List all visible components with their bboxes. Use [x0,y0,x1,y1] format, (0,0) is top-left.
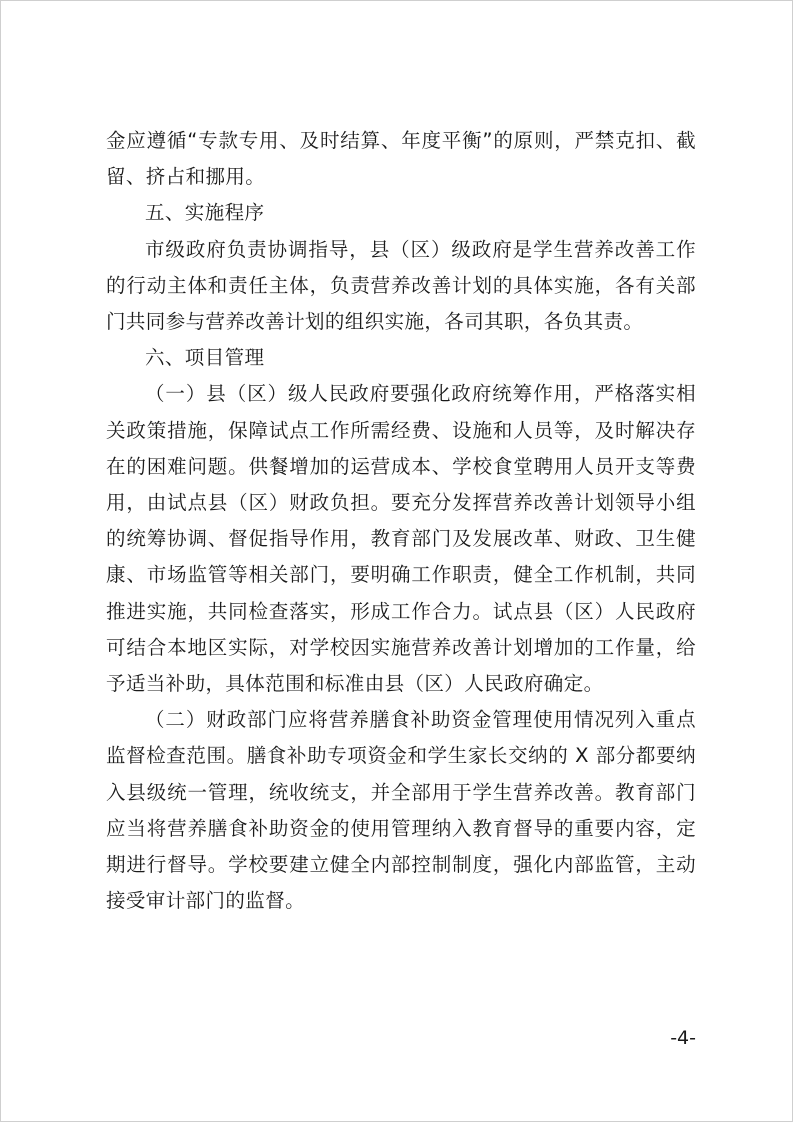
section-heading-implementation: 五、实施程序 [145,201,265,225]
section-heading-management: 六、项目管理 [145,346,265,370]
paragraph-finance-department: （二）财政部门应将营养膳食补助资金管理使用情况列入重点监督检查范围。膳食补助专项资金和学生家长交纳的 X 部分都要纳入县级统一管理，统收统支，并全部用于学生营养改善。教育部门应当将营养膳食补助资金的使用管理纳入教育督导的重要内容，定期进行督导。学校要建立健全内部控制制度，强化内部监管，主动接受审计部门的监督。 [106,708,696,913]
paragraph-county-government: （一）县（区）级人民政府要强化政府统筹作用，严格落实相关政策措施，保障试点工作所需经费、设施和人员等，及时解决存在的困难问题。供餐增加的运营成本、学校食堂聘用人员开支等费用，由试点县（区）财政负担。要充分发挥营养改善计划领导小组的统筹协调、督促指导作用，教育部门及发展改革、财政、卫生健康、市场监管等相关部门，要明确工作职责，健全工作机制，共同推进实施，共同检查落实，形成工作合力。试点县（区）人民政府可结合本地区实际，对学校因实施营养改善计划增加的工作量，给予适当补助，具体范围和标准由县（区）人民政府确定。 [106,382,696,696]
page-number: -4- [670,1027,696,1049]
paragraph-funds-principle: 金应遵循“专款专用、及时结算、年度平衡”的原则，严禁克扣、截留、挤占和挪用。 [106,129,696,189]
paragraph-implementation: 市级政府负责协调指导，县（区）级政府是学生营养改善工作的行动主体和责任主体，负责营养改善计划的具体实施，各有关部门共同参与营养改善计划的组织实施，各司其职，各负其责。 [106,237,696,334]
document-body [106,123,696,919]
